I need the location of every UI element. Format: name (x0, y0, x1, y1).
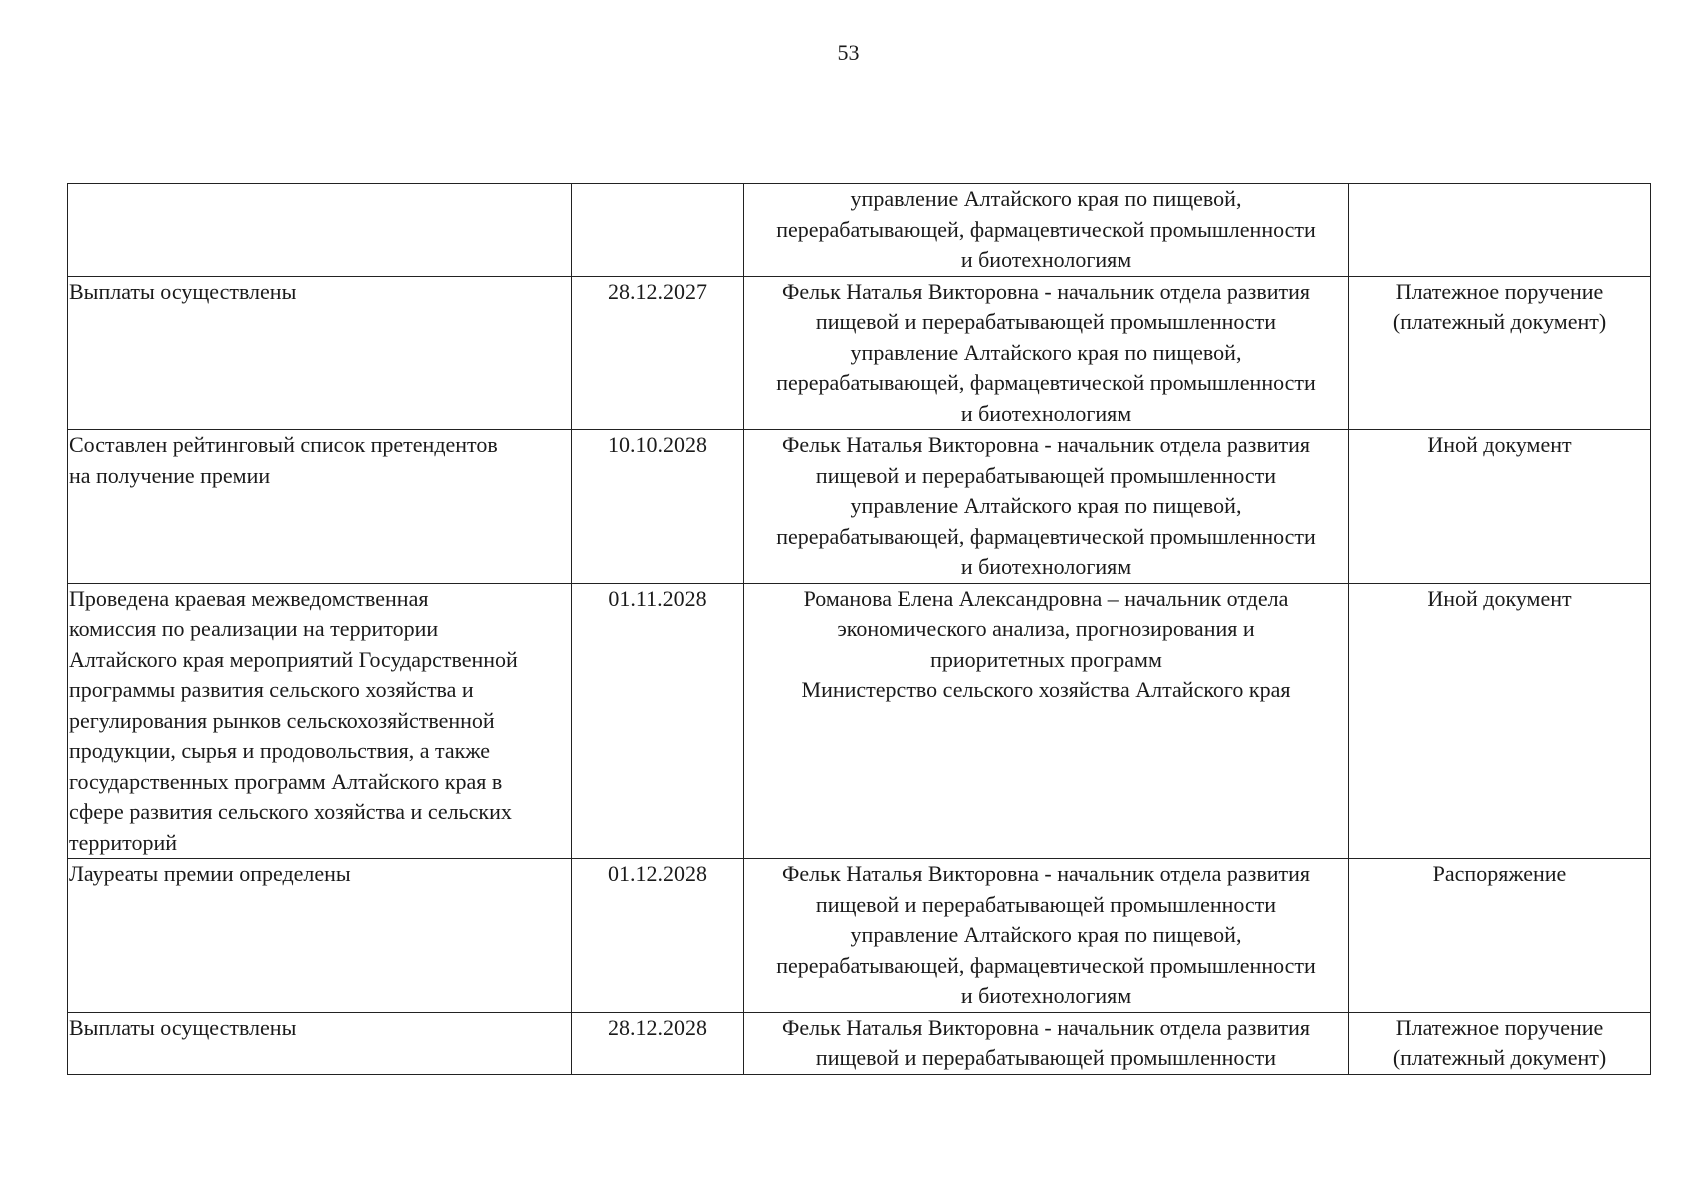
responsible-cell: Романова Елена Александровна – начальник отдела экономического анализа, прогнозирования и приоритетных программ Министерство сельского хозяйства Алтайского края (744, 583, 1349, 859)
table-row (68, 583, 1651, 859)
event-cell: Лауреаты премии определены (68, 859, 572, 1013)
event-cell: Составлен рейтинговый список претендентов на получение премии (68, 430, 572, 584)
date-cell: 28.12.2028 (572, 1012, 744, 1074)
document-cell: Иной документ (1349, 583, 1651, 859)
event-cell (68, 184, 572, 277)
document-cell: Платежное поручение (платежный документ) (1349, 1012, 1651, 1074)
date-cell: 28.12.2027 (572, 276, 744, 430)
responsible-cell: Фельк Наталья Викторовна - начальник отдела развития пищевой и перерабатывающей промышленности управление Алтайского края по пищевой, перерабатывающей, фармацевтической промышленности и биотехнологиям (744, 276, 1349, 430)
table-row (68, 276, 1651, 430)
responsible-cell: Фельк Наталья Викторовна - начальник отдела развития пищевой и перерабатывающей промышленности управление Алтайского края по пищевой, перерабатывающей, фармацевтической промышленности и биотехнологиям (744, 430, 1349, 584)
event-cell: Выплаты осуществлены (68, 276, 572, 430)
date-cell: 01.12.2028 (572, 859, 744, 1013)
plan-table (67, 183, 1651, 1075)
responsible-cell: Фельк Наталья Викторовна - начальник отдела развития пищевой и перерабатывающей промышленности управление Алтайского края по пищевой, перерабатывающей, фармацевтической промышленности и биотехнологиям (744, 859, 1349, 1013)
event-cell: Выплаты осуществлены (68, 1012, 572, 1074)
table-row (68, 430, 1651, 584)
table-row (68, 184, 1651, 277)
date-cell: 10.10.2028 (572, 430, 744, 584)
event-cell: Проведена краевая межведомственная комиссия по реализации на территории Алтайского края мероприятий Государственной программы развития сельского хозяйства и регулирования рынков сельскохозяйственной продукции, сырья и продовольствия, а также государственных программ Алтайского края в сфере развития сельского хозяйства и сельских территорий (68, 583, 572, 859)
page-number: 53 (837, 40, 860, 65)
table-row (68, 1012, 1651, 1074)
document-cell: Иной документ (1349, 430, 1651, 584)
document-cell: Платежное поручение (платежный документ) (1349, 276, 1651, 430)
date-cell: 01.11.2028 (572, 583, 744, 859)
document-cell: Распоряжение (1349, 859, 1651, 1013)
date-cell (572, 184, 744, 277)
responsible-cell: управление Алтайского края по пищевой, перерабатывающей, фармацевтической промышленности и биотехнологиям (744, 184, 1349, 277)
responsible-cell: Фельк Наталья Викторовна - начальник отдела развития пищевой и перерабатывающей промышленности (744, 1012, 1349, 1074)
table-row (68, 859, 1651, 1013)
document-cell (1349, 184, 1651, 277)
